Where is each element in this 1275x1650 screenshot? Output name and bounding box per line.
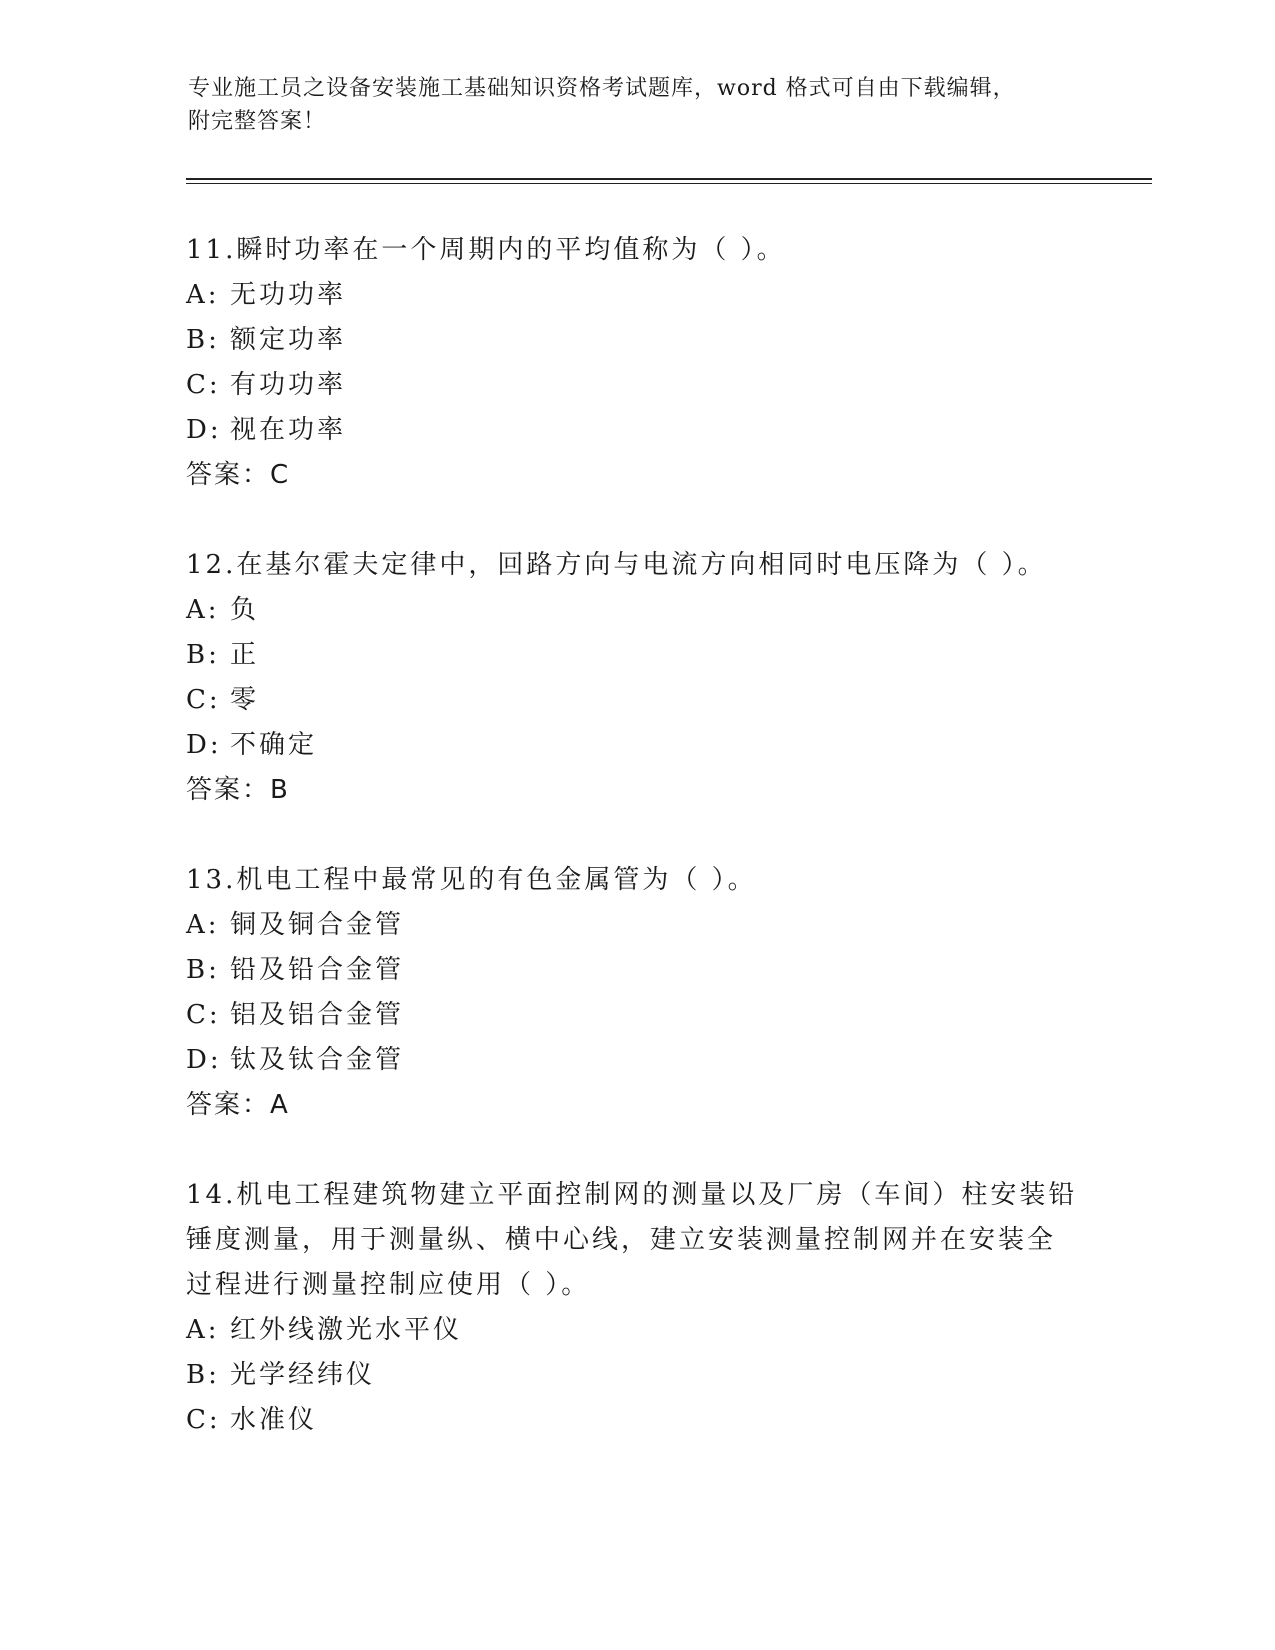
- answer: 答案：C: [186, 460, 291, 490]
- option-text: 无功功率: [230, 280, 347, 310]
- option-text: 负: [230, 595, 260, 625]
- option-d: [186, 1038, 1086, 1083]
- option-c: [186, 363, 1086, 408]
- header-line-1: 专业施工员之设备安装施工基础知识资格考试题库，word 格式可自由下载编辑，: [188, 76, 1016, 101]
- option-letter: A:: [186, 1315, 220, 1345]
- option-text: 铝及铝合金管: [230, 1000, 405, 1030]
- document-header: [188, 72, 1068, 138]
- option-d: [186, 408, 1086, 453]
- option-text: 不确定: [230, 730, 318, 760]
- option-letter: B:: [186, 640, 220, 670]
- option-text: 零: [230, 685, 260, 715]
- option-letter: C:: [186, 370, 221, 400]
- option-text: 正: [230, 640, 260, 670]
- option-text: 钛及钛合金管: [230, 1045, 405, 1075]
- answer: 答案：B: [186, 775, 290, 805]
- option-b: [186, 948, 1086, 993]
- question-stem-line-1: 14.机电工程建筑物建立平面控制网的测量以及厂房（车间）柱安装铅: [186, 1180, 1078, 1210]
- option-letter: A:: [186, 595, 220, 625]
- option-b: [186, 633, 1086, 678]
- header-divider-thin: [186, 183, 1152, 184]
- question-11: [186, 228, 1086, 498]
- option-letter: B:: [186, 1360, 220, 1390]
- question-stem: 13.机电工程中最常见的有色金属管为（ ）。: [186, 865, 757, 895]
- option-letter: C:: [186, 1405, 221, 1435]
- option-a: [186, 1308, 1086, 1353]
- option-letter: C:: [186, 1000, 221, 1030]
- option-text: 有功功率: [230, 370, 347, 400]
- option-a: [186, 903, 1086, 948]
- option-letter: B:: [186, 955, 220, 985]
- option-letter: A:: [186, 280, 220, 310]
- option-a: [186, 588, 1086, 633]
- question-12: [186, 543, 1086, 813]
- question-14: [186, 1173, 1086, 1443]
- option-text: 铅及铅合金管: [230, 955, 405, 985]
- option-letter: D:: [186, 1045, 222, 1075]
- question-stem: 11.瞬时功率在一个周期内的平均值称为（ ）。: [186, 235, 786, 265]
- question-13: [186, 858, 1086, 1128]
- option-text: 视在功率: [230, 415, 347, 445]
- question-stem: 12.在基尔霍夫定律中，回路方向与电流方向相同时电压降为（ ）。: [186, 550, 1047, 580]
- option-text: 铜及铜合金管: [230, 910, 405, 940]
- option-d: [186, 723, 1086, 768]
- answer: 答案：A: [186, 1090, 290, 1120]
- question-stem-line-2: 锤度测量，用于测量纵、横中心线，建立安装测量控制网并在安装全: [186, 1225, 1057, 1255]
- header-divider: [186, 178, 1152, 180]
- option-a: [186, 273, 1086, 318]
- option-letter: B:: [186, 325, 220, 355]
- option-text: 额定功率: [230, 325, 347, 355]
- option-text: 红外线激光水平仪: [230, 1315, 463, 1345]
- option-c: [186, 678, 1086, 723]
- option-c: [186, 993, 1086, 1038]
- option-letter: A:: [186, 910, 220, 940]
- option-text: 水准仪: [230, 1405, 318, 1435]
- option-text: 光学经纬仪: [230, 1360, 376, 1390]
- header-line-2: 附完整答案！: [188, 109, 327, 134]
- option-b: [186, 1353, 1086, 1398]
- option-letter: D:: [186, 730, 222, 760]
- option-letter: C:: [186, 685, 221, 715]
- question-stem-line-3: 过程进行测量控制应使用（ ）。: [186, 1270, 591, 1300]
- option-letter: D:: [186, 415, 222, 445]
- option-b: [186, 318, 1086, 363]
- option-c: [186, 1398, 1086, 1443]
